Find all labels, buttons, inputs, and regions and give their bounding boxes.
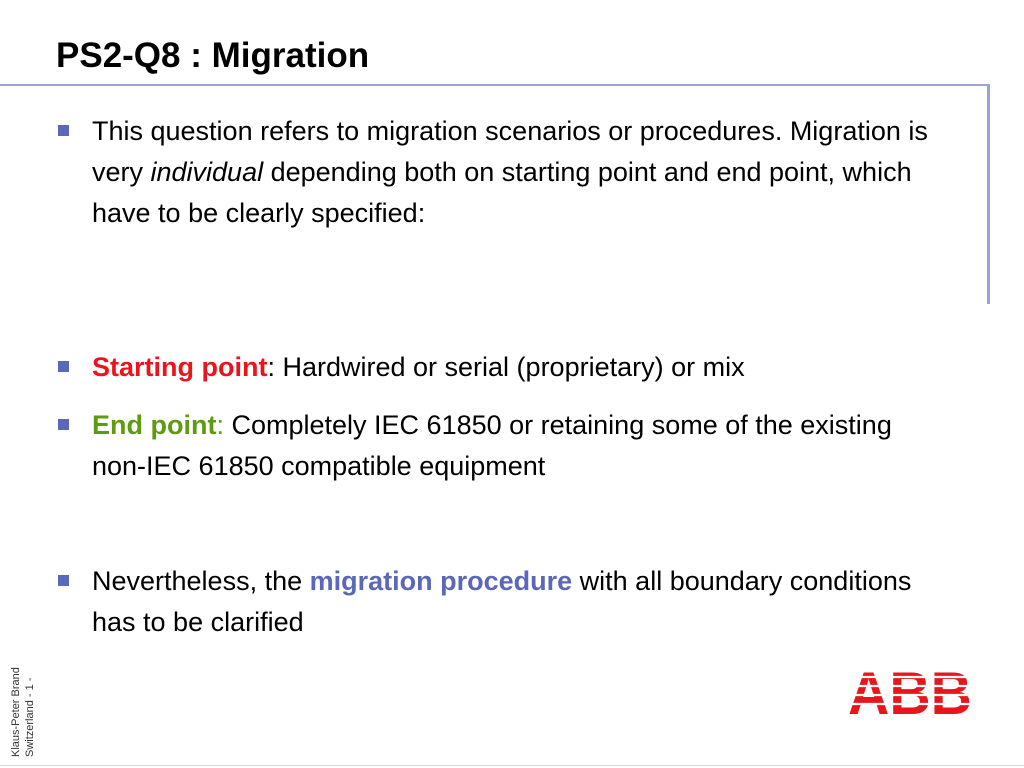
bullet-nevertheless bbox=[56, 561, 936, 643]
footer-location-page: Switzerland - 1 - bbox=[24, 677, 36, 757]
bullet-square-icon bbox=[58, 419, 69, 430]
bullet-nevertheless-text bbox=[92, 561, 936, 643]
abb-logo bbox=[848, 668, 972, 716]
migration-procedure-highlight: migration procedure bbox=[309, 566, 573, 596]
starting-point-value: : Hardwired or serial (proprietary) or mix bbox=[267, 352, 745, 382]
frame-top-rule bbox=[0, 84, 990, 86]
footer-vertical bbox=[9, 627, 37, 757]
bottom-rule bbox=[0, 765, 1024, 766]
bullet-intro bbox=[56, 111, 936, 234]
bullet-intro-part2: depending both on starting point and end point, which have to be clearly specified: bbox=[92, 157, 912, 228]
bullet-intro-part1: This question refers to migration scenarios or procedures. Migration is very bbox=[92, 116, 928, 187]
frame-right-rule bbox=[987, 84, 990, 304]
bullet-square-icon bbox=[58, 575, 69, 586]
slide-title: PS2-Q8 : Migration bbox=[56, 36, 370, 75]
end-point-label: End point bbox=[92, 410, 217, 440]
end-point-colon: : bbox=[216, 410, 224, 440]
end-point-value: Completely IEC 61850 or retaining some of the existing non-IEC 61850 compatible equipment bbox=[92, 410, 892, 481]
bullet-intro-text bbox=[92, 111, 936, 234]
starting-point-label: Starting point bbox=[92, 352, 268, 382]
bullet-end-point-text bbox=[92, 405, 936, 487]
footer-author: Klaus-Peter Brand bbox=[10, 667, 22, 757]
bullet-starting-point bbox=[56, 347, 936, 388]
bullet-square-icon bbox=[58, 361, 69, 372]
abb-logo-text: ABB bbox=[848, 668, 972, 716]
bullet-intro-emphasis: individual bbox=[150, 157, 264, 187]
bullet-end-point bbox=[56, 405, 936, 487]
bullet-starting-point-text bbox=[92, 347, 936, 388]
nevertheless-part2: with all boundary conditions has to be clarified bbox=[92, 566, 912, 637]
nevertheless-part1: Nevertheless, the bbox=[92, 566, 310, 596]
bullet-square-icon bbox=[58, 125, 69, 136]
